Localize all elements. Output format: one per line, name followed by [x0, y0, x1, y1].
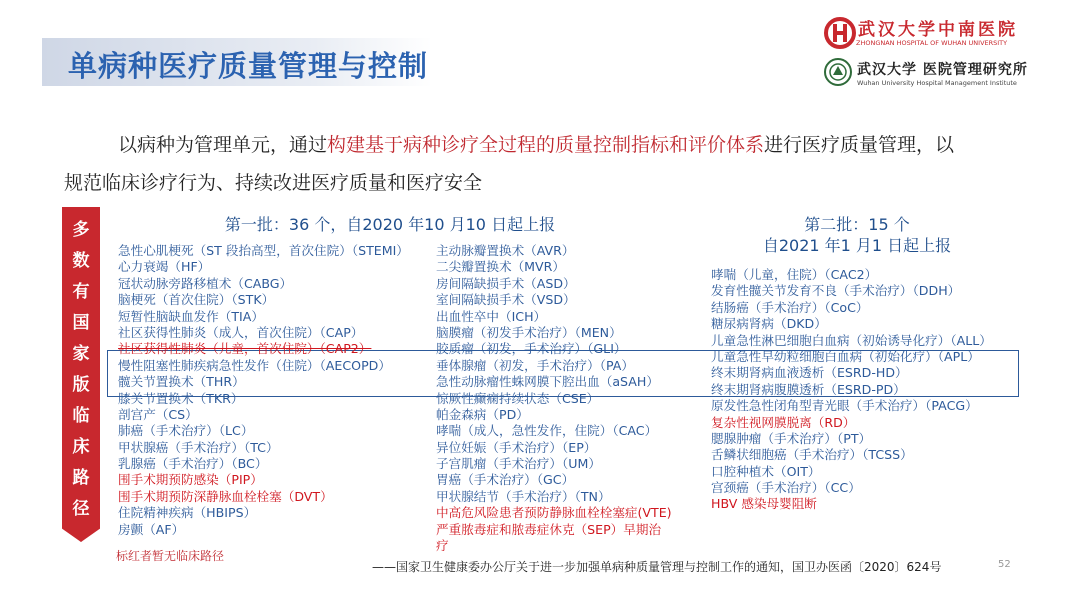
intro-highlight: 构建基于病种诊疗全过程的质量控制指标和评价体系 [327, 134, 765, 156]
batch1-column2 [436, 243, 672, 554]
hospital-name-cn: 武汉大学中南医院 [858, 20, 1018, 40]
disease-item: 围手术期预防深静脉血栓栓塞（DVT） [118, 488, 333, 504]
disease-item: 终末期肾病血液透析（ESRD-HD） [711, 365, 908, 381]
batch1-column1 [118, 243, 409, 538]
batch2-title-line1: 第二批：15 个 [804, 215, 910, 234]
hospital-name-en: ZHONGNAN HOSPITAL OF WUHAN UNIVERSITY [856, 39, 1008, 47]
disease-item: 腮腺肿瘤（手术治疗）（PT） [711, 430, 872, 446]
disease-item: 中高危风险患者预防静脉血栓栓塞症(VTE) [436, 505, 672, 521]
institute-name-en: Wuhan University Hospital Management Institute [857, 79, 1017, 87]
disease-item: 帕金森病（PD） [436, 406, 529, 422]
disease-item: 哮喘（成人，急性发作，住院）（CAC） [436, 423, 658, 439]
side-banner-char: 数 [72, 251, 90, 271]
disease-item: 子宫肌瘤（手术治疗）（UM） [436, 456, 601, 472]
disease-item: 复杂性视网膜脱离（RD） [711, 414, 856, 430]
intro-text-part2: 进行医疗质量管理，以 [764, 134, 955, 156]
batch2-column [711, 267, 992, 513]
side-banner-char: 床 [72, 437, 90, 457]
side-banner-char: 版 [72, 375, 90, 395]
source-citation: ——国家卫生健康委办公厅关于进一步加强单病种质量管理与控制工作的通知，国卫办医函〔2020〕624号 [372, 560, 942, 574]
disease-item: 剖宫产（CS） [118, 406, 198, 422]
disease-item: 心力衰竭（HF） [118, 259, 211, 275]
disease-item: 异位妊娠（手术治疗）（EP） [436, 439, 597, 455]
disease-item: 结肠癌（手术治疗）（CoC） [711, 299, 869, 315]
disease-item: 哮喘（儿童，住院）（CAC2） [711, 267, 878, 282]
side-banner-char: 临 [72, 406, 90, 426]
side-banner-char: 多 [72, 220, 90, 240]
disease-item: 胶质瘤（初发，手术治疗）（GLI） [436, 341, 627, 357]
side-banner-char: 径 [72, 499, 90, 519]
batch1-title: 第一批：36 个，自2020 年10 月10 日起上报 [224, 215, 556, 234]
disease-item: 髋关节置换术（THR） [118, 374, 245, 390]
disease-item: 急性心肌梗死（ST 段抬高型，首次住院）（STEMI） [118, 243, 409, 258]
disease-item: 出血性卒中（ICH） [436, 308, 547, 324]
disease-item: 原发性急性闭角型青光眼（手术治疗）（PACG） [711, 398, 978, 414]
disease-item: 甲状腺癌（手术治疗）（TC） [118, 439, 279, 455]
disease-item: 疗 [436, 538, 449, 554]
intro-paragraph [64, 126, 1048, 202]
disease-item: 甲状腺结节（手术治疗）（TN） [436, 488, 611, 504]
disease-item: 围手术期预防感染（PIP） [118, 472, 263, 488]
side-banner-char: 有 [72, 282, 90, 302]
disease-item: 冠状动脉旁路移植术（CABG） [118, 275, 293, 291]
disease-item: 严重脓毒症和脓毒症休克（SEP）早期治 [436, 521, 662, 537]
disease-item: 主动脉瓣置换术（AVR） [436, 243, 575, 258]
disease-item: 宫颈癌（手术治疗）（CC） [711, 480, 861, 496]
page-number: 52 [998, 559, 1011, 570]
disease-item: 肺癌（手术治疗）（LC） [118, 423, 254, 439]
intro-text-part1: 以病种为管理单元，通过 [118, 134, 328, 156]
side-banner-char: 家 [72, 344, 90, 364]
disease-item: 惊厥性癫痫持续状态（CSE） [436, 390, 600, 406]
disease-item: 短暂性脑缺血发作（TIA） [118, 308, 264, 324]
disease-item: 终末期肾病腹膜透析（ESRD-PD） [711, 381, 906, 397]
disease-item: 口腔种植术（OIT） [711, 463, 821, 479]
page-title: 单病种医疗质量管理与控制 [68, 49, 429, 83]
disease-item: 社区获得性肺炎（儿童，首次住院）（CAP2） [118, 341, 372, 357]
side-banner-char: 国 [72, 313, 90, 333]
footnote: 标红者暂无临床路径 [116, 549, 225, 563]
disease-item: 膝关节置换术（TKR） [118, 390, 244, 406]
disease-item: 二尖瓣置换术（MVR） [436, 259, 565, 275]
disease-item: 儿童急性早幼粒细胞白血病（初始化疗）（APL） [711, 348, 980, 364]
disease-item: HBV 感染母婴阻断 [711, 496, 817, 512]
university-seal-icon [823, 57, 853, 87]
batch2-title-line2: 自2021 年1 月1 日起上报 [762, 236, 952, 255]
side-banner-text [62, 215, 100, 525]
disease-item: 住院精神疾病（HBIPS） [118, 505, 257, 521]
disease-item: 垂体腺瘤（初发，手术治疗）（PA） [436, 357, 635, 373]
disease-item: 慢性阻塞性肺疾病急性发作（住院）（AECOPD） [118, 357, 391, 373]
disease-item: 发育性髋关节发育不良（手术治疗）（DDH） [711, 283, 961, 299]
side-banner-char: 路 [72, 468, 90, 488]
intro-text-line2: 规范临床诊疗行为、持续改进医疗质量和医疗安全 [64, 172, 483, 194]
disease-item: 脑膜瘤（初发手术治疗）（MEN） [436, 324, 622, 340]
disease-item: 糖尿病肾病（DKD） [711, 316, 827, 332]
disease-item: 社区获得性肺炎（成人，首次住院）（CAP） [118, 324, 364, 340]
disease-item: 儿童急性淋巴细胞白血病（初始诱导化疗）（ALL） [711, 332, 992, 348]
disease-item: 急性动脉瘤性蛛网膜下腔出血（aSAH） [436, 374, 659, 390]
disease-item: 房间隔缺损手术（ASD） [436, 275, 576, 291]
disease-item: 室间隔缺损手术（VSD） [436, 292, 576, 308]
disease-item: 房颤（AF） [118, 521, 185, 537]
disease-item: 胃癌（手术治疗）（GC） [436, 472, 575, 488]
institute-name-cn: 武汉大学 医院管理研究所 [857, 62, 1028, 78]
disease-item: 脑梗死（首次住院）（STK） [118, 292, 275, 308]
disease-item: 乳腺癌（手术治疗）（BC） [118, 456, 268, 472]
disease-item: 舌鳞状细胞癌（手术治疗）（TCSS） [711, 447, 913, 463]
